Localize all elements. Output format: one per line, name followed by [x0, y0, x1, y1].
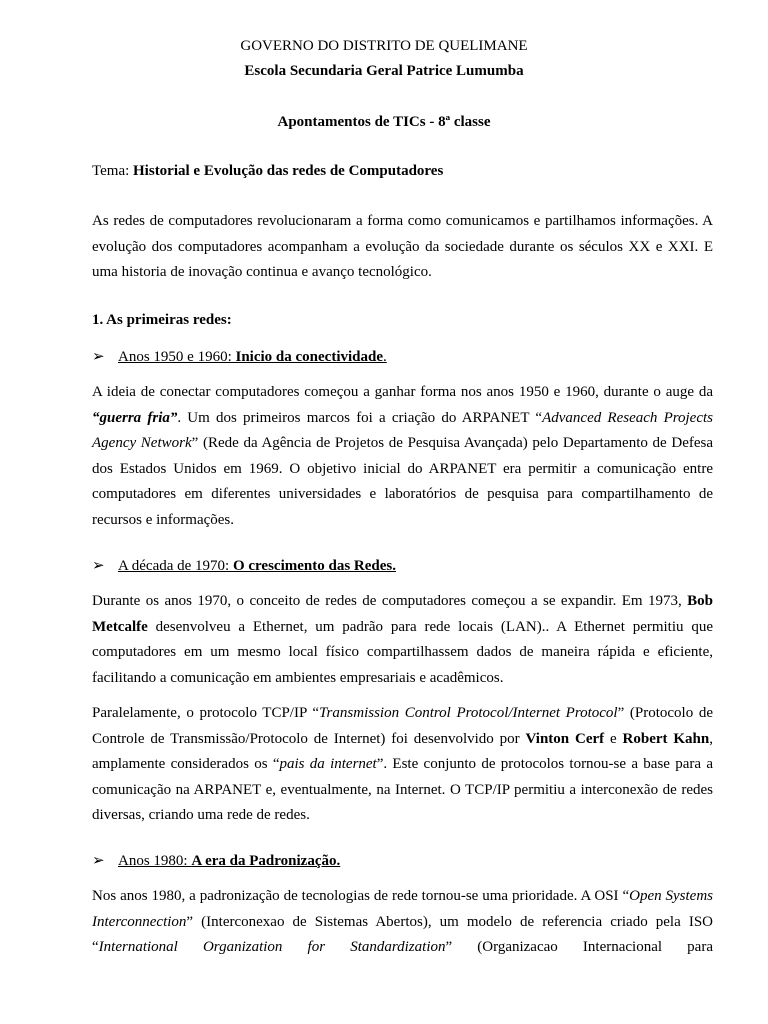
text-run: ” (Rede da Agência de Projetos de Pesquisa Avançada) pelo Departamento de Defesa dos Estados Unidos em 1969. O objetivo inicial do ARPANET era permitir a comunicação entre computadores em diferentes universidades e laboratórios de pesquisa para compartilhamento de recursos e informações. — [92, 435, 714, 528]
paragraph-tcpip — [92, 701, 713, 829]
text-run: Transmission Control Protocol/Internet Protocol — [319, 705, 618, 721]
theme-value: Historial e Evolução das redes de Computadores — [133, 163, 444, 179]
text-run: desenvolveu a Ethernet, um padrão para rede locais (LAN).. A Ethernet permitiu que computadores em um mesmo local físico compartilhassem dados de maneira rápida e eficiente, facilitando a comunicação em ambientes empresariais e acadêmicos. — [92, 618, 713, 686]
text-run: Nos anos 1980, a padronização de tecnologias de rede tornou-se uma prioridade. A OSI “ — [92, 888, 630, 904]
text-run: ”. Este conjunto de protocolos tornou-se a base para a comunicação na ARPANET e, eventualmente, na Internet. O TCP/IP permitiu a interconexão de redes diversas, criando uma rede de redes. — [92, 756, 713, 823]
text-run: e — [604, 730, 623, 747]
notes-title: Apontamentos de TICs - 8ª classe — [277, 114, 491, 130]
text-run: “guerra fria” — [92, 409, 178, 426]
text-run: pais da internet — [279, 756, 377, 772]
arrow-bullet-icon: ➢ — [92, 349, 105, 365]
text-run: . Um dos primeiros marcos foi a criação do ARPANET “ — [177, 409, 543, 426]
bullet-1970s — [92, 556, 396, 575]
theme-label: Tema: — [92, 163, 134, 179]
text-run: Robert Kahn — [622, 730, 710, 747]
arrow-bullet-icon: ➢ — [92, 558, 105, 574]
text-run: ” (Organizacao Internacional para — [445, 939, 713, 955]
bullet-prefix: Anos 1950 e 1960: — [118, 349, 236, 365]
text-run: , amplamente considerados os “ — [92, 730, 713, 772]
text-run: A ideia de conectar computadores começou a ganhar forma nos anos 1950 e 1960, durante o auge da — [92, 384, 713, 400]
school-name: Escola Secundaria Geral Patrice Lumumba — [244, 63, 524, 79]
theme-line — [92, 163, 443, 180]
section-heading: 1. As primeiras redes: — [92, 312, 232, 328]
bullet-title: Inicio da conectividade — [235, 349, 384, 365]
bullet-1950s — [92, 347, 387, 366]
text-run: Vinton Cerf — [525, 730, 605, 747]
bullet-1980s — [92, 851, 340, 870]
paragraph-1980s — [92, 884, 713, 961]
text-run: ” (Interconexao de Sistemas Abertos), um modelo de referencia criado pela ISO “ — [92, 913, 713, 955]
paragraph-1970s — [92, 589, 713, 691]
text-run: Paralelamente, o protocolo TCP/IP “ — [92, 705, 320, 721]
bullet-suffix: . — [383, 349, 387, 365]
text-run: International Organization for Standardization — [98, 939, 446, 955]
paragraph-1950s — [92, 380, 713, 533]
text-run: Durante os anos 1970, o conceito de redes de computadores começou a se expandir. Em 1973, — [92, 593, 688, 609]
bullet-prefix: Anos 1980: — [118, 853, 192, 869]
text-run: Open Systems Interconnection — [92, 888, 714, 930]
intro-paragraph: As redes de computadores revolucionaram a forma como comunicamos e partilhamos informações. A evolução dos computadores acompanham a evolução da sociedade durante os séculos XX e XXI. E uma historia de inovação continua e avanço tecnológico. — [92, 213, 713, 280]
bullet-prefix: A década de 1970: — [118, 558, 233, 574]
text-run: Advanced Reseach Projects Agency Network — [92, 409, 714, 451]
text-run: ” (Protocolo de Controle de Transmissão/Protocolo de Internet) foi desenvolvido por — [92, 705, 713, 747]
bullet-title: A era da Padronização. — [191, 853, 341, 869]
bullet-title: O crescimento das Redes. — [232, 558, 396, 574]
text-run: Bob Metcalfe — [92, 593, 713, 635]
arrow-bullet-icon: ➢ — [92, 853, 105, 869]
government-header: GOVERNO DO DISTRITO DE QUELIMANE — [240, 38, 528, 54]
